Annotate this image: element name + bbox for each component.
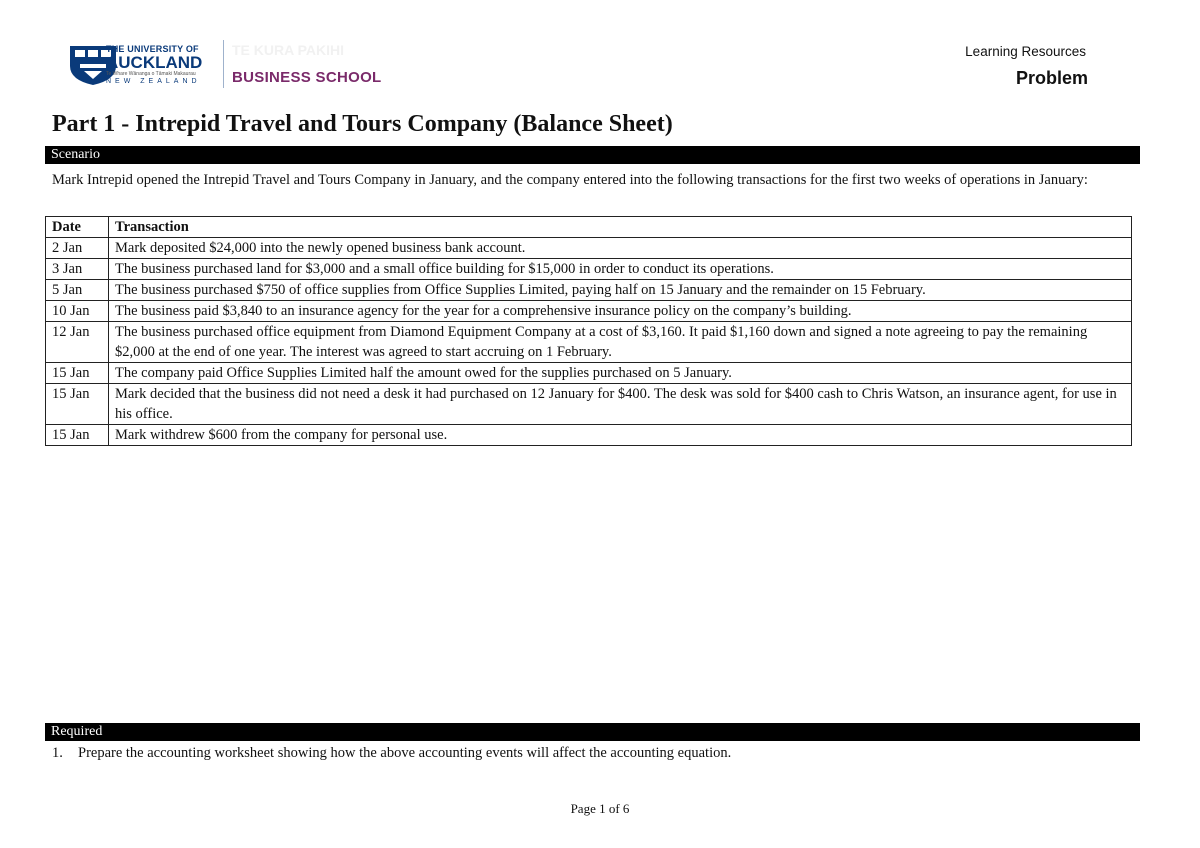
table-row bbox=[46, 322, 1132, 363]
required-item bbox=[52, 743, 731, 763]
university-wordmark bbox=[106, 44, 202, 86]
page-title: Part 1 - Intrepid Travel and Tours Company (Balance Sheet) bbox=[52, 111, 673, 137]
learning-resources-label: Learning Resources bbox=[965, 44, 1086, 59]
university-country: NEW ZEALAND bbox=[106, 78, 201, 85]
scenario-intro: Mark Intrepid opened the Intrepid Travel and Tours Company in January, and the company entered into the following transactions for the first two weeks of operations in January: bbox=[52, 172, 1088, 188]
table-row bbox=[46, 384, 1132, 425]
row-date: 15 Jan bbox=[46, 384, 109, 425]
school-maori-name: TE KURA PAKIHI bbox=[232, 42, 344, 58]
row-date: 15 Jan bbox=[46, 425, 109, 446]
table-row bbox=[46, 259, 1132, 280]
required-item-text: Prepare the accounting worksheet showing how the above accounting events will affect the accounting equation. bbox=[78, 745, 732, 761]
page-header bbox=[0, 0, 1200, 100]
row-date: 5 Jan bbox=[46, 280, 109, 301]
table-header-row bbox=[46, 217, 1132, 238]
scenario-heading: Scenario bbox=[45, 146, 1140, 164]
table-row bbox=[46, 363, 1132, 384]
transaction-column-header: Transaction bbox=[109, 217, 1132, 238]
required-item-number: 1. bbox=[52, 745, 63, 761]
row-date: 2 Jan bbox=[46, 238, 109, 259]
row-transaction: The company paid Office Supplies Limited half the amount owed for the supplies purchased on 5 January. bbox=[109, 363, 1132, 384]
page-number: Page 1 of 6 bbox=[570, 801, 630, 816]
row-transaction: The business paid $3,840 to an insurance agency for the year for a comprehensive insurance policy on the company’s building. bbox=[109, 301, 1132, 322]
required-heading: Required bbox=[45, 723, 1140, 741]
row-transaction: Mark deposited $24,000 into the newly opened business bank account. bbox=[109, 238, 1132, 259]
row-date: 15 Jan bbox=[46, 363, 109, 384]
date-column-header: Date bbox=[46, 217, 109, 238]
table-row bbox=[46, 238, 1132, 259]
school-name: BUSINESS SCHOOL bbox=[232, 69, 382, 86]
row-transaction: The business purchased land for $3,000 and a small office building for $15,000 in order to conduct its operations. bbox=[109, 259, 1132, 280]
row-transaction: The business purchased $750 of office supplies from Office Supplies Limited, paying half on 15 January and the remainder on 15 February. bbox=[109, 280, 1132, 301]
row-date: 3 Jan bbox=[46, 259, 109, 280]
row-transaction: Mark withdrew $600 from the company for personal use. bbox=[109, 425, 1132, 446]
row-date: 12 Jan bbox=[46, 322, 109, 363]
row-transaction: Mark decided that the business did not need a desk it had purchased on 12 January for $400. The desk was sold for $400 cash to Chris Watson, an insurance agent, for use in his office. bbox=[109, 384, 1132, 425]
university-line1: THE UNIVERSITY OF bbox=[106, 44, 199, 54]
row-date: 10 Jan bbox=[46, 301, 109, 322]
transactions-table bbox=[45, 216, 1132, 446]
table-row bbox=[46, 301, 1132, 322]
header-divider bbox=[223, 40, 224, 88]
university-motto: Te Whare Wānanga o Tāmaki Makaurau bbox=[106, 71, 196, 77]
university-name: AUCKLAND bbox=[106, 53, 203, 72]
table-row bbox=[46, 280, 1132, 301]
table-row bbox=[46, 425, 1132, 446]
row-transaction: The business purchased office equipment from Diamond Equipment Company at a cost of $3,160. It paid $1,160 down and signed a note agreeing to pay the remaining $2,000 at the end of one year. The interest was agreed to start accruing on 1 February. bbox=[109, 322, 1132, 363]
document-type-label: Problem bbox=[1015, 68, 1088, 88]
